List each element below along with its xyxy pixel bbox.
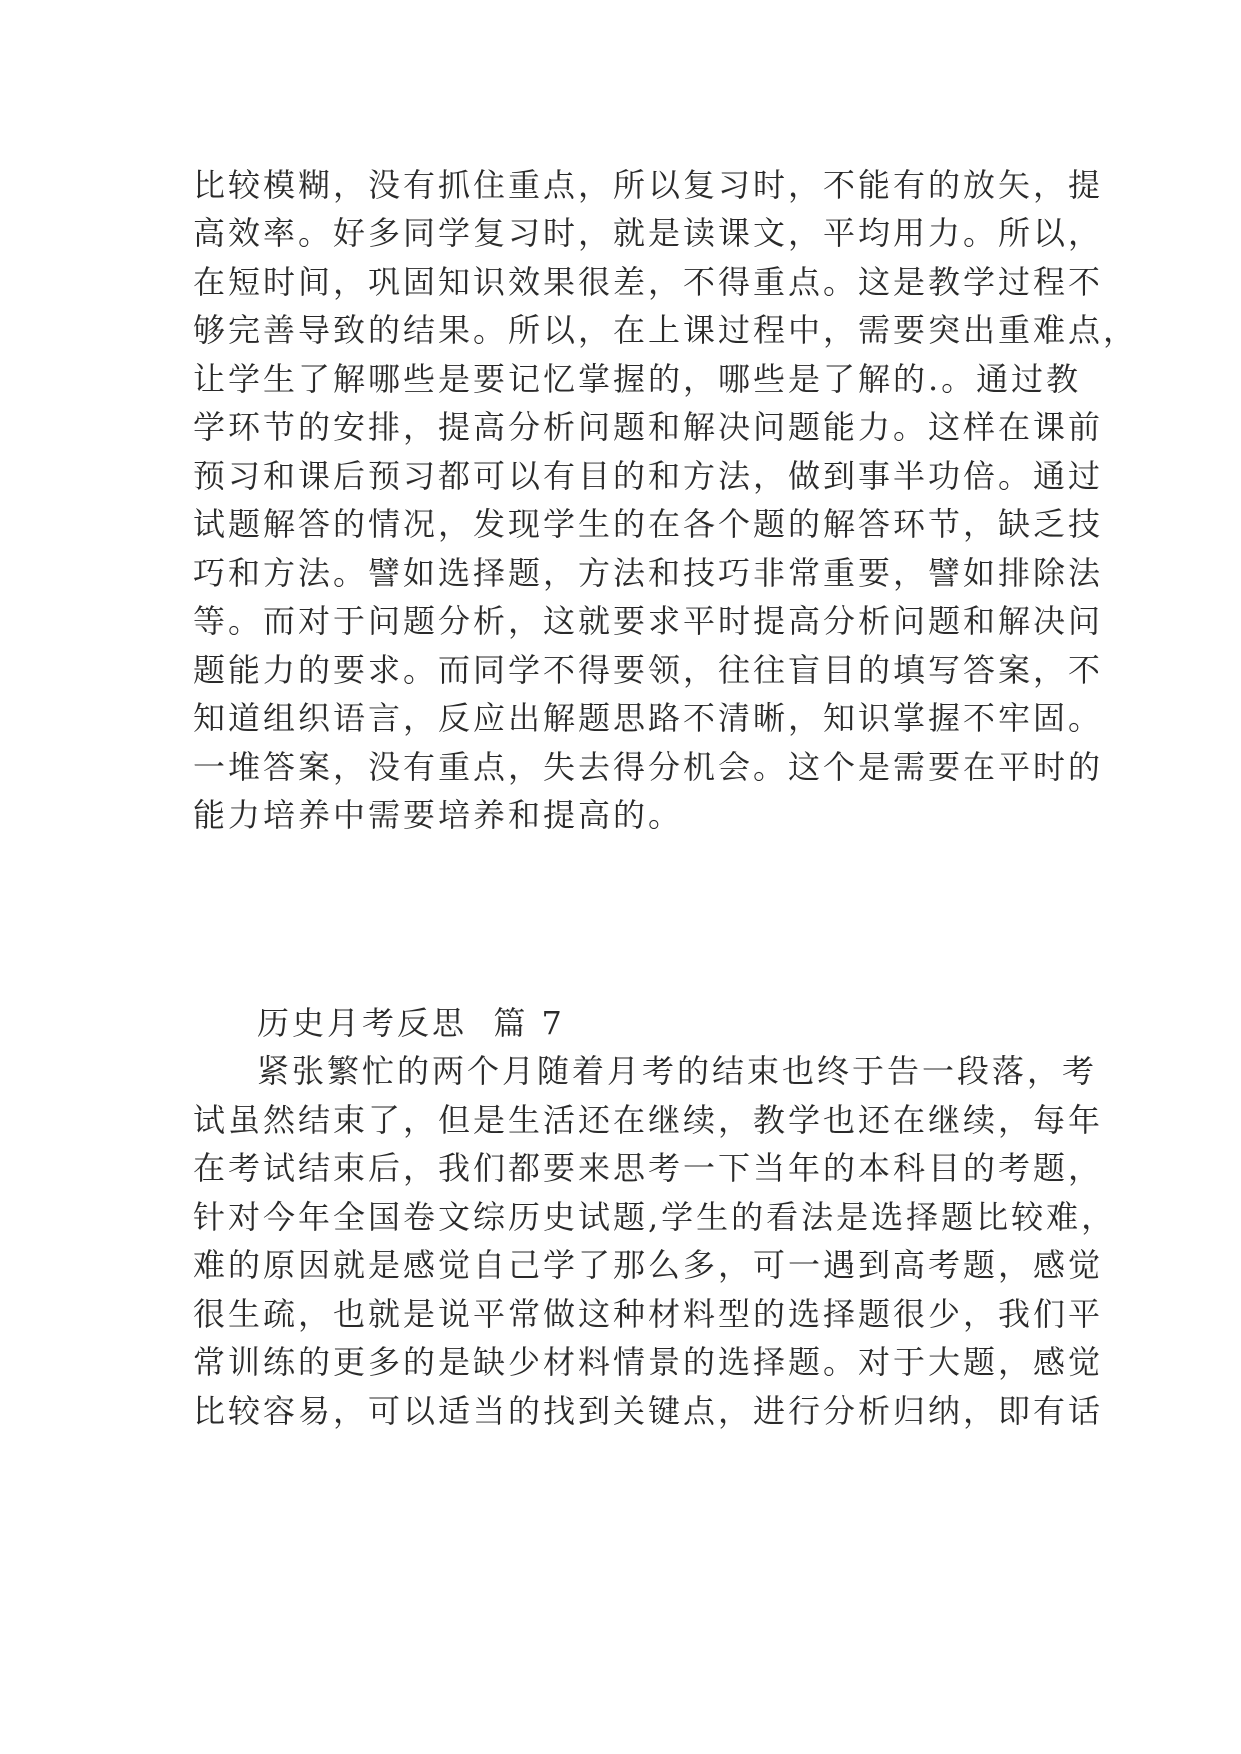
text-line: 常训练的更多的是缺少材料情景的选择题。对于大题，感觉 xyxy=(193,1343,1104,1381)
text-line: 高效率。好多同学复习时，就是读课文，平均用力。所以， xyxy=(193,214,1104,252)
text-line: 难的原因就是感觉自己学了那么多，可一遇到高考题，感觉 xyxy=(193,1246,1104,1284)
text-line: 针对今年全国卷文综历史试题,学生的看法是选择题比较难， xyxy=(193,1198,1117,1236)
text-line: 预习和课后预习都可以有目的和方法，做到事半功倍。通过 xyxy=(193,457,1104,495)
text-line: 题能力的要求。而同学不得要领，往往盲目的填写答案，不 xyxy=(193,651,1104,689)
text-line: 巧和方法。譬如选择题，方法和技巧非常重要，譬如排除法 xyxy=(193,554,1104,592)
text-line: 等。而对于问题分析，这就要求平时提高分析问题和解决问 xyxy=(193,602,1104,640)
text-line: 让学生了解哪些是要记忆掌握的，哪些是了解的.。通过教 xyxy=(193,360,1082,398)
text-line: 很生疏，也就是说平常做这种材料型的选择题很少，我们平 xyxy=(193,1295,1104,1333)
text-line: 在短时间，巩固知识效果很差，不得重点。这是教学过程不 xyxy=(193,263,1104,301)
text-line: 够完善导致的结果。所以，在上课过程中，需要突出重难点， xyxy=(193,311,1139,349)
text-line: 比较容易，可以适当的找到关键点，进行分析归纳，即有话 xyxy=(193,1392,1104,1430)
text-line: 一堆答案，没有重点，失去得分机会。这个是需要在平时的 xyxy=(193,748,1104,786)
text-line: 能力培养中需要培养和提高的。 xyxy=(193,796,684,834)
text-line: 知道组织语言，反应出解题思路不清晰，知识掌握不牢固。 xyxy=(193,699,1104,737)
text-line: 试虽然结束了，但是生活还在继续，教学也还在继续，每年 xyxy=(193,1101,1104,1139)
text-line: 紧张繁忙的两个月随着月考的结束也终于告一段落，考 xyxy=(257,1052,1098,1090)
text-line: 学环节的安排，提高分析问题和解决问题能力。这样在课前 xyxy=(193,408,1104,446)
section-heading: 历史月考反思 篇 7 xyxy=(257,1004,565,1042)
text-line: 在考试结束后，我们都要来思考一下当年的本科目的考题， xyxy=(193,1149,1104,1187)
text-line: 比较模糊，没有抓住重点，所以复习时，不能有的放矢，提 xyxy=(193,166,1104,204)
text-line: 试题解答的情况，发现学生的在各个题的解答环节，缺乏技 xyxy=(193,505,1104,543)
